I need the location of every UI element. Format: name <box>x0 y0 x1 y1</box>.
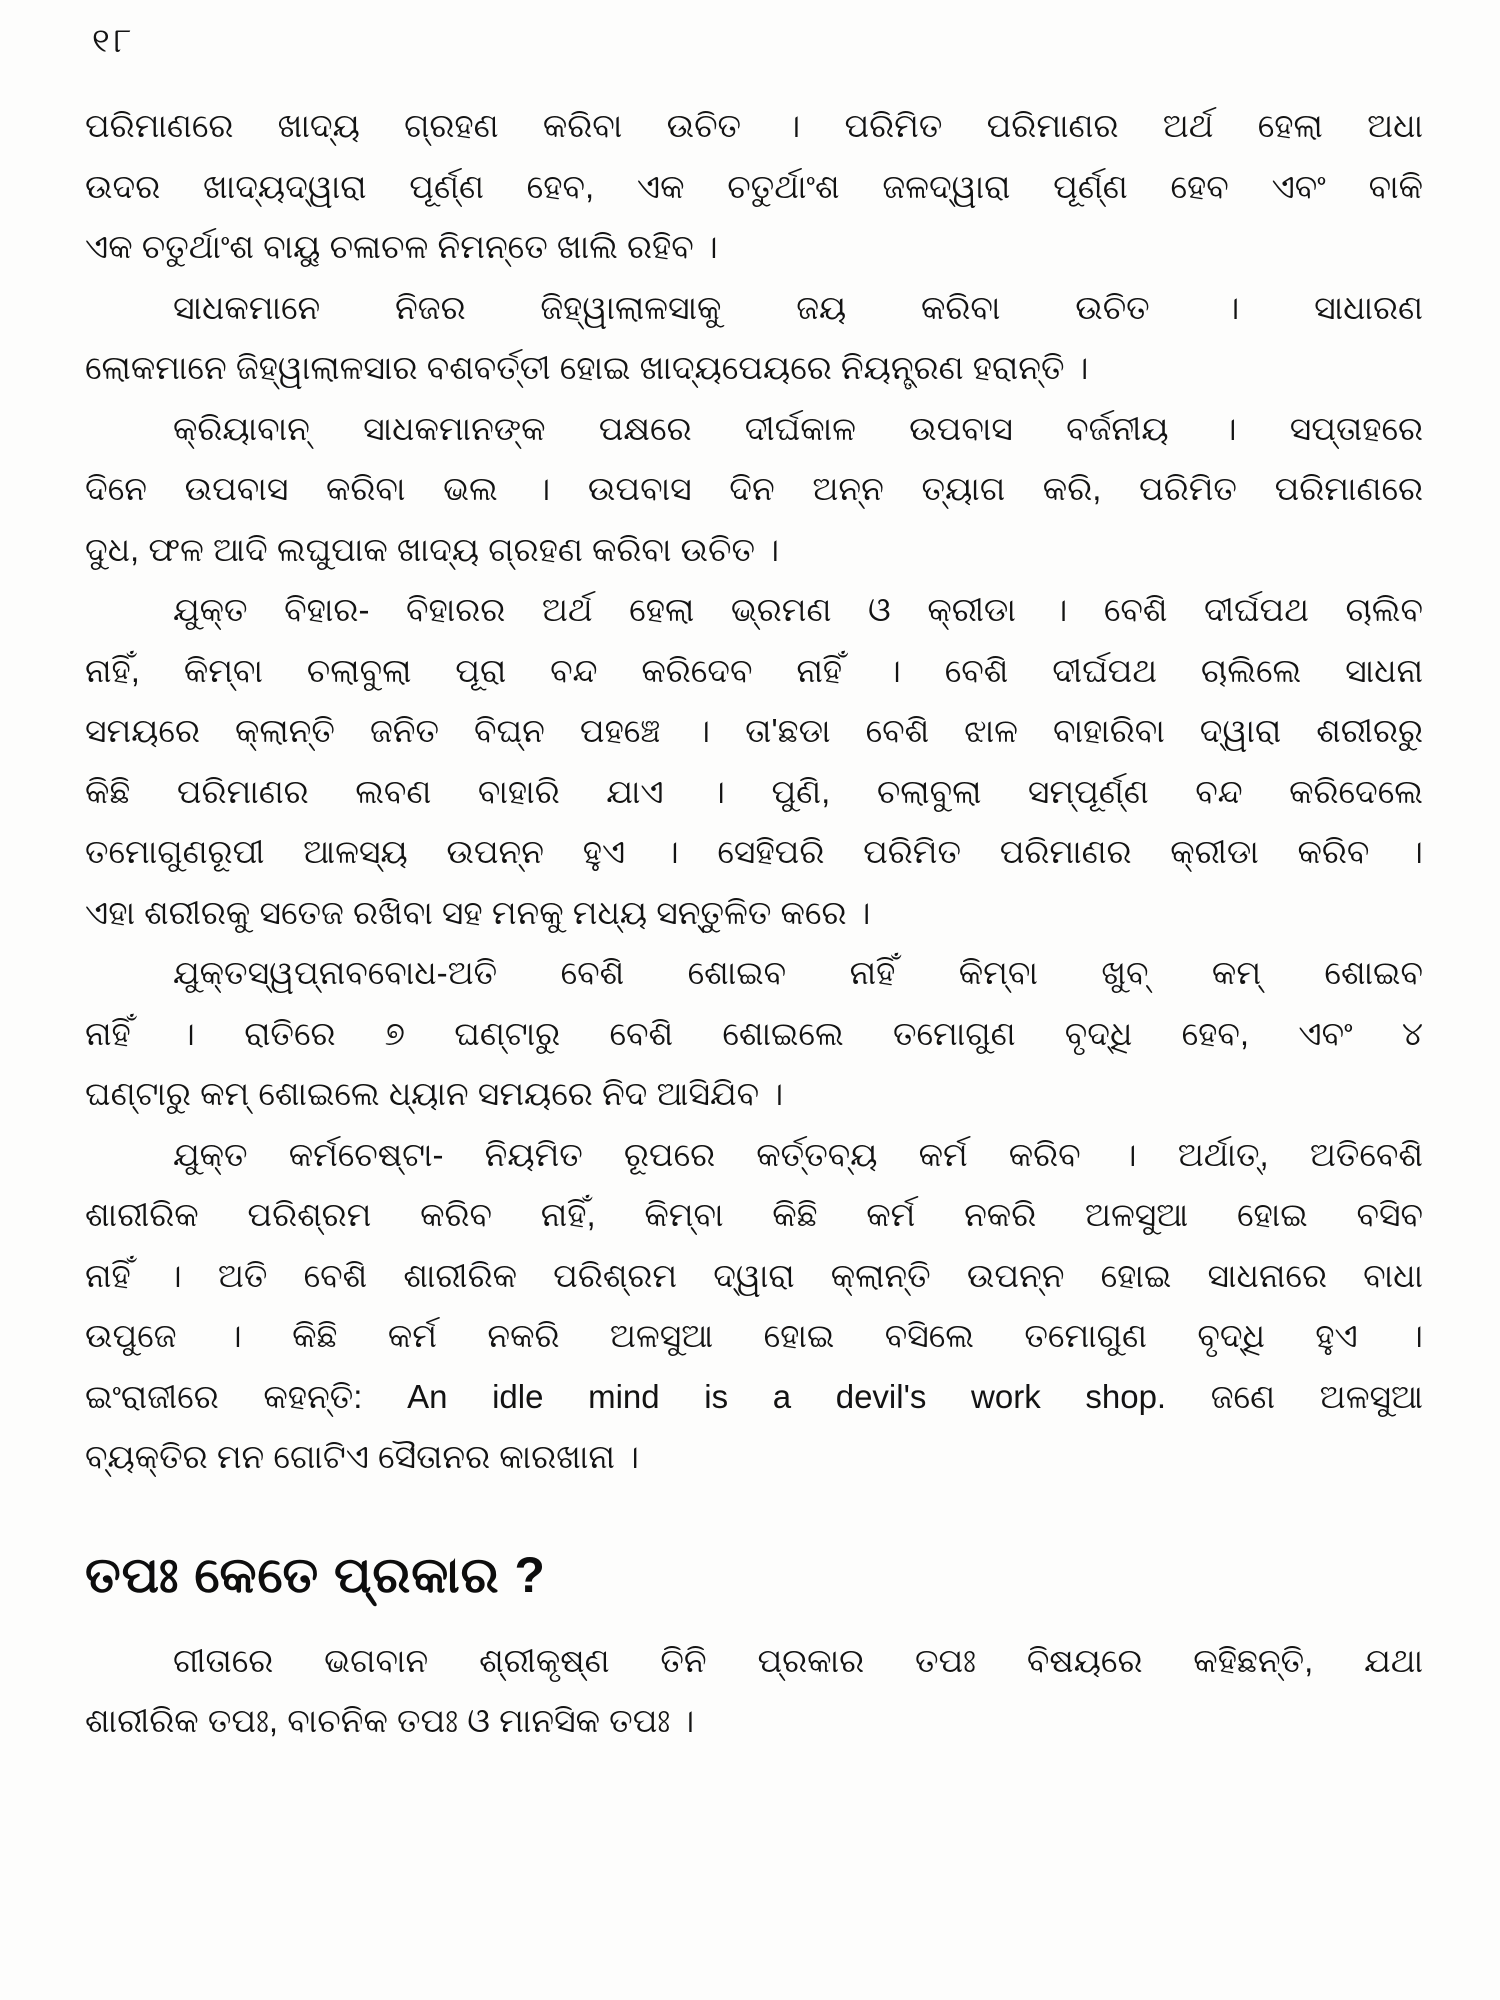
text-line: ପରିମାଣରେ ଖାଦ୍ୟ ଗ୍ରହଣ କରିବା ଉଚିତ । ପରିମିତ ପରିମାଣର ଅର୍ଥ ହେଲା ଅଧା <box>85 107 1423 144</box>
text-line: ବ୍ୟକ୍ତିର ମନ ଗୋଟିଏ ସୈତାନର କାରଖାନା । <box>85 1438 639 1475</box>
text-line: କିଛି ପରିମାଣର ଲବଣ ବାହାରି ଯାଏ । ପୁଣି, ଚଲାବୁଲା ସମ୍ପୂର୍ଣ୍ଣ ବନ୍ଦ କରିଦେଲେ <box>85 772 1423 810</box>
text-line: ଉପୁଜେ । କିଛି କର୍ମ ନକରି ଅଳସୁଆ ହୋଇ ବସିଲେ ତମୋଗୁଣ ବୃଦ୍ଧି ହୁଏ । <box>85 1317 1423 1354</box>
text-line: ଘଣ୍ଟାରୁ କମ୍ ଶୋଇଲେ ଧ୍ୟାନ ସମୟରେ ନିଦ ଆସିଯିବ । <box>85 1075 784 1112</box>
text-line: ଉଦର ଖାଦ୍ୟଦ୍ୱାରା ପୂର୍ଣ୍ଣ ହେବ, ଏକ ଚତୁର୍ଥାଂଶ ଜଳଦ୍ୱାରା ପୂର୍ଣ୍ଣ ହେବ ଏବଂ ବାକି <box>85 167 1423 205</box>
text-line: ଯୁକ୍ତ କର୍ମଚେଷ୍ଟା- ନିୟମିତ ରୂପରେ କର୍ତ୍ତବ୍ୟ କର୍ମ କରିବ । ଅର୍ଥାତ୍, ଅତିବେଶି <box>173 1135 1423 1173</box>
text-line: ଦିନେ ଉପବାସ କରିବା ଭଲ । ଉପବାସ ଦିନ ଅନ୍ନ ତ୍ୟାଗ କରି, ପରିମିତ ପରିମାଣରେ <box>85 470 1423 507</box>
paragraph <box>85 943 1423 1125</box>
paragraph <box>85 580 1423 943</box>
text-line: ଇଂରାଜୀରେ କହନ୍ତି: An idle mind is a devil's work shop. ଜଣେ ଅଳସୁଆ <box>85 1377 1423 1415</box>
page-number: ୧୮ <box>92 22 136 60</box>
paragraph <box>85 278 1423 399</box>
text-line: ଗୀତାରେ ଭଗବାନ ଶ୍ରୀକୃଷ୍ଣ ତିନି ପ୍ରକାର ତପଃ ବିଷୟରେ କହିଛନ୍ତି, ଯଥା <box>173 1641 1423 1679</box>
paragraph <box>85 96 1423 278</box>
text-line: ଯୁକ୍ତ ବିହାର- ବିହାରର ଅର୍ଥ ହେଲା ଭ୍ରମଣ ଓ କ୍ରୀଡା । ବେଶି ଦୀର୍ଘପଥ ଚାଲିବ <box>173 591 1423 628</box>
text-line: ଲୋକମାନେ ଜିହ୍ୱାଲାଳସାର ବଶବର୍ତ୍ତୀ ହୋଇ ଖାଦ୍ୟପେୟରେ ନିୟନ୍ତ୍ରଣ ହରାନ୍ତି । <box>85 349 1089 386</box>
text-line: ନାହିଁ । ଅତି ବେଶି ଶାରୀରିକ ପରିଶ୍ରମ ଦ୍ୱାରା କ୍ଲାନ୍ତି ଉପନ୍ନ ହୋଇ ସାଧନାରେ ବାଧା <box>85 1256 1423 1294</box>
text-line: ନାହିଁ । ରାତିରେ ୭ ଘଣ୍ଟାରୁ ବେଶି ଶୋଇଲେ ତମୋଗୁଣ ବୃଦ୍ଧି ହେବ, ଏବଂ ୪ <box>85 1014 1423 1052</box>
text-line: ଶାରୀରିକ ତପଃ, ବାଚନିକ ତପଃ ଓ ମାନସିକ ତପଃ । <box>85 1702 695 1739</box>
paragraph <box>85 1125 1423 1488</box>
text-line: ଶାରୀରିକ ପରିଶ୍ରମ କରିବ ନାହିଁ, କିମ୍ବା କିଛି କର୍ମ ନକରି ଅଳସୁଆ ହୋଇ ବସିବ <box>85 1196 1423 1233</box>
section-heading: ତପଃ କେତେ ପ୍ରକାର ? <box>85 1546 546 1603</box>
text-line: ନାହିଁ, କିମ୍ବା ଚଲାବୁଲା ପୂରା ବନ୍ଦ କରିଦେବ ନାହିଁ । ବେଶି ଦୀର୍ଘପଥ ଚାଲିଲେ ସାଧନା <box>85 651 1423 689</box>
content <box>85 96 1423 1752</box>
text-line: ଏହା ଶରୀରକୁ ସତେଜ ରଖିବା ସହ ମନକୁ ମଧ୍ୟ ସନ୍ତୁଳିତ କରେ । <box>85 893 871 931</box>
text-line: କ୍ରିୟାବାନ୍ ସାଧକମାନଙ୍କ ପକ୍ଷରେ ଦୀର୍ଘକାଳ ଉପବାସ ବର୍ଜନୀୟ । ସପ୍ତାହରେ <box>173 409 1423 447</box>
text-line: ଯୁକ୍ତସ୍ୱପ୍ନାବବୋଧ-ଅତି ବେଶି ଶୋଇବ ନାହିଁ କିମ୍ବା ଖୁବ୍ କମ୍ ଶୋଇବ <box>173 954 1423 991</box>
text-line: ସାଧକମାନେ ନିଜର ଜିହ୍ୱାଲାଳସାକୁ ଜୟ କରିବା ଉଚିତ । ସାଧାରଣ <box>173 288 1423 326</box>
text-line: ସମୟରେ କ୍ଲାନ୍ତି ଜନିତ ବିଘ୍ନ ପହଞ୍ଚେ । ତା'ଛଡା ବେଶି ଝାଳ ବାହାରିବା ଦ୍ୱାରା ଶରୀରରୁ <box>85 712 1423 749</box>
paragraph <box>85 399 1423 581</box>
text-line: ଦୁଧ, ଫଳ ଆଦି ଲଘୁପାକ ଖାଦ୍ୟ ଗ୍ରହଣ କରିବା ଉଚିତ । <box>85 530 780 568</box>
paragraph <box>85 1631 1423 1752</box>
text-line: ଏକ ଚତୁର୍ଥାଂଶ ବାୟୁ ଚଳାଚଳ ନିମନ୍ତେ ଖାଲି ରହିବ । <box>85 228 718 265</box>
text-line: ତମୋଗୁଣରୂପୀ ଆଳସ୍ୟ ଉପନ୍ନ ହୁଏ । ସେହିପରି ପରିମିତ ପରିମାଣର କ୍ରୀଡା କରିବ । <box>85 833 1423 870</box>
